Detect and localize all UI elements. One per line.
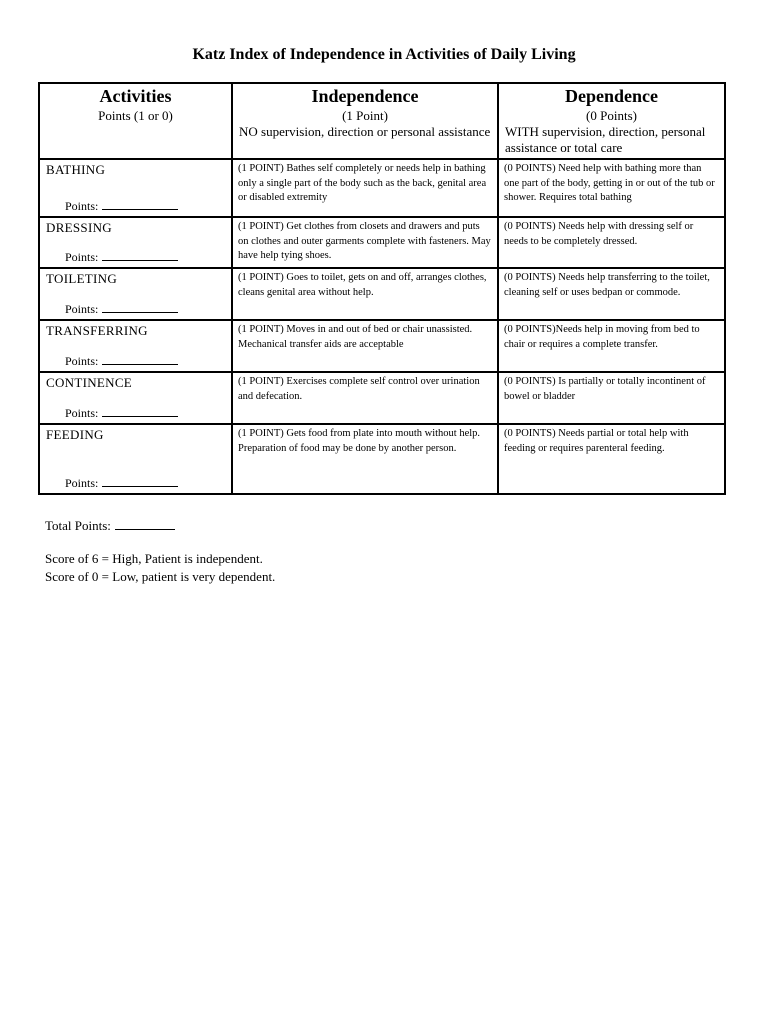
dependence-description: (0 POINTS) Is partially or totally incontinent of bowel or bladder <box>504 376 706 402</box>
total-points-blank-line[interactable] <box>115 517 175 530</box>
dependence-cell <box>498 268 725 320</box>
dependence-cell <box>498 424 725 494</box>
document-title: Katz Index of Independence in Activities of Daily Living <box>192 46 576 63</box>
independence-cell <box>232 372 498 424</box>
score-high-note: Score of 6 = High, Patient is independent. <box>45 551 263 566</box>
dependence-cell <box>498 320 725 372</box>
points-field-continence[interactable] <box>65 405 178 420</box>
points-label: Points: <box>65 406 99 420</box>
independence-description: (1 POINT) Get clothes from closets and drawers and puts on clothes and outer garments complete with fasteners. May have help tying shoes. <box>238 221 491 261</box>
header-independence-desc: NO supervision, direction or personal assistance <box>239 124 491 139</box>
total-points-label: Total Points: <box>45 518 111 533</box>
points-label: Points: <box>65 302 99 316</box>
independence-cell <box>232 217 498 268</box>
activity-name: BATHING <box>46 162 106 177</box>
points-blank-line[interactable] <box>102 475 178 487</box>
points-blank-line[interactable] <box>102 249 178 261</box>
points-label: Points: <box>65 250 99 264</box>
independence-cell <box>232 424 498 494</box>
activity-cell-continence <box>39 372 232 424</box>
points-blank-line[interactable] <box>102 301 178 313</box>
points-blank-line[interactable] <box>102 198 178 210</box>
table-row-transferring <box>39 320 725 372</box>
katz-index-table <box>38 82 726 495</box>
points-field-transferring[interactable] <box>65 353 178 368</box>
activity-cell-feeding <box>39 424 232 494</box>
dependence-cell <box>498 372 725 424</box>
table-header-row <box>39 83 725 159</box>
points-label: Points: <box>65 354 99 368</box>
independence-cell <box>232 268 498 320</box>
header-activities-sub: Points (1 or 0) <box>98 108 173 123</box>
points-blank-line[interactable] <box>102 405 178 417</box>
table-row-continence <box>39 372 725 424</box>
independence-description: (1 POINT) Goes to toilet, gets on and off, arranges clothes, cleans genital area without help. <box>238 272 487 298</box>
table-row-feeding <box>39 424 725 494</box>
dependence-description: (0 POINTS) Need help with bathing more than one part of the body, getting in or out of the tub or shower. Requires total bathing <box>504 163 715 203</box>
header-independence-title: Independence <box>311 86 419 106</box>
points-field-dressing[interactable] <box>65 249 178 264</box>
table-row-dressing <box>39 217 725 268</box>
header-dependence-sub: (0 Points) <box>586 108 637 123</box>
activity-name: TRANSFERRING <box>46 323 148 338</box>
header-dependence-title: Dependence <box>565 86 658 106</box>
header-dependence <box>498 83 725 159</box>
points-label: Points: <box>65 476 99 490</box>
dependence-description: (0 POINTS) Needs help transferring to the toilet, cleaning self or uses bedpan or commode. <box>504 272 710 298</box>
header-activities-title: Activities <box>99 86 172 106</box>
dependence-description: (0 POINTS) Needs partial or total help with feeding or requires parenteral feeding. <box>504 428 689 454</box>
activity-name: FEEDING <box>46 427 104 442</box>
table-row-toileting <box>39 268 725 320</box>
points-label: Points: <box>65 199 99 213</box>
activity-name: CONTINENCE <box>46 375 133 390</box>
activity-name: TOILETING <box>46 271 118 286</box>
points-blank-line[interactable] <box>102 353 178 365</box>
activity-cell-toileting <box>39 268 232 320</box>
points-field-toileting[interactable] <box>65 301 178 316</box>
header-independence-sub: (1 Point) <box>342 108 388 123</box>
table-row-bathing <box>39 159 725 217</box>
header-dependence-desc: WITH supervision, direction, personal assistance or total care <box>505 124 706 155</box>
dependence-description: (0 POINTS)Needs help in moving from bed to chair or requires a complete transfer. <box>504 324 700 350</box>
dependence-cell <box>498 159 725 217</box>
activity-cell-transferring <box>39 320 232 372</box>
independence-description: (1 POINT) Bathes self completely or needs help in bathing only a single part of the body such as the back, genital area or disabled extremity <box>238 163 487 203</box>
points-field-bathing[interactable] <box>65 198 178 213</box>
score-low-note: Score of 0 = Low, patient is very dependent. <box>45 569 276 584</box>
header-activities <box>39 83 232 159</box>
activity-name: DRESSING <box>46 220 112 235</box>
independence-cell <box>232 320 498 372</box>
activity-cell-dressing <box>39 217 232 268</box>
independence-cell <box>232 159 498 217</box>
points-field-feeding[interactable] <box>65 475 178 490</box>
dependence-cell <box>498 217 725 268</box>
independence-description: (1 POINT) Moves in and out of bed or chair unassisted. Mechanical transfer aids are acceptable <box>238 324 473 350</box>
total-points-field[interactable] <box>45 517 175 534</box>
header-independence <box>232 83 498 159</box>
activity-cell-bathing <box>39 159 232 217</box>
dependence-description: (0 POINTS) Needs help with dressing self or needs to be completely dressed. <box>504 221 694 247</box>
independence-description: (1 POINT) Gets food from plate into mouth without help. Preparation of food may be done by another person. <box>238 428 481 454</box>
independence-description: (1 POINT) Exercises complete self control over urination and defecation. <box>238 376 480 402</box>
